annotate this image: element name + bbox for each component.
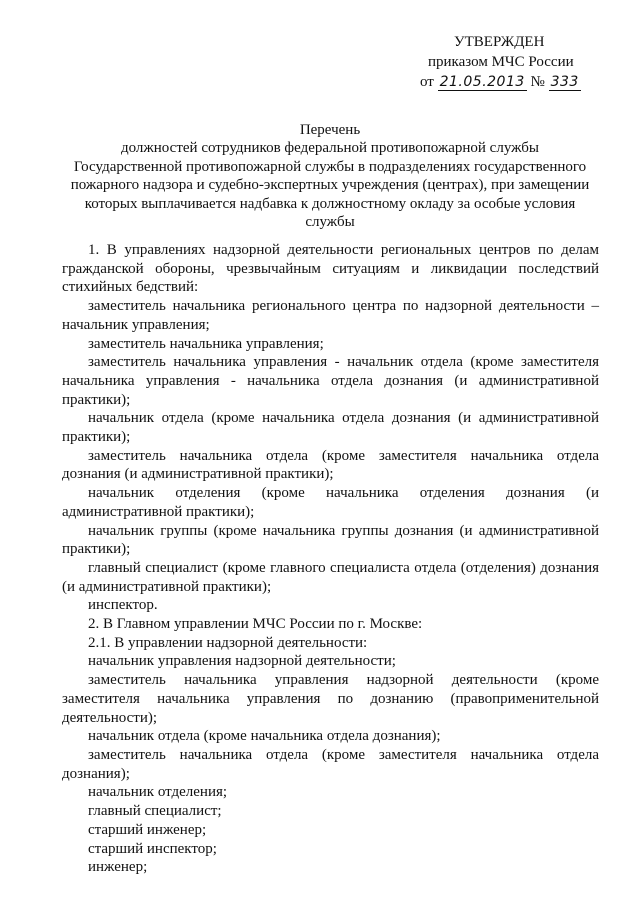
- paragraph: старший инженер;: [88, 821, 207, 838]
- approval-title: УТВЕРЖДЕН: [454, 34, 545, 50]
- paragraph: заместитель начальника управления - начальник отдела (кроме заместителя начальника управления - начальника отдела дознания (и административной практики);: [62, 354, 599, 408]
- paragraph: инспектор.: [88, 597, 158, 614]
- title-line: службы: [305, 214, 355, 231]
- document-title: [60, 121, 600, 231]
- handwritten-number: 333: [550, 74, 579, 90]
- paragraph: заместитель начальника управления надзорной деятельности (кроме заместителя начальника управления по дознанию (правоприменительной деятельности);: [62, 672, 599, 726]
- approval-date-line: [420, 72, 620, 92]
- paragraph: 2.1. В управлении надзорной деятельности:: [88, 634, 368, 651]
- paragraph: начальник отделения;: [88, 784, 228, 801]
- approval-order: приказом МЧС России: [428, 54, 574, 70]
- title-line: которых выплачивается надбавка к должностному окладу за особые условия: [84, 195, 576, 212]
- title-line: Государственной противопожарной службы в подразделениях государственного: [73, 158, 587, 175]
- paragraph: 1. В управлениях надзорной деятельности региональных центров по делам гражданской обороны, чрезвычайным ситуациям и ликвидации последствий стихийных бедствий:: [62, 242, 599, 296]
- paragraph: начальник отдела (кроме начальника отдела дознания);: [88, 728, 441, 745]
- title-line: должностей сотрудников федеральной противопожарной службы: [120, 140, 539, 157]
- paragraph: старший инспектор;: [88, 840, 217, 857]
- paragraph: заместитель начальника отдела (кроме заместителя начальника отдела дознания);: [62, 746, 599, 782]
- paragraph: 2. В Главном управлении МЧС России по г. Москве:: [88, 616, 423, 633]
- paragraph: главный специалист;: [88, 803, 222, 820]
- handwritten-date: 21.05.2013: [439, 74, 525, 90]
- paragraph: начальник управления надзорной деятельности;: [88, 653, 396, 670]
- paragraph: заместитель начальника управления;: [88, 335, 324, 352]
- paragraph: начальник отдела (кроме начальника отдела дознания (и административной практики);: [62, 410, 599, 446]
- paragraph: начальник группы (кроме начальника группы дознания (и административной практики);: [62, 522, 599, 558]
- title-line: пожарного надзора и судебно-экспертных учреждения (центрах), при замещении: [70, 177, 590, 194]
- approval-block: [420, 32, 620, 92]
- document-body: [62, 241, 599, 877]
- paragraph: заместитель начальника отдела (кроме заместителя начальника отдела дознания (и административной практики);: [62, 447, 599, 483]
- paragraph: заместитель начальника регионального центра по надзорной деятельности – начальник управления;: [62, 298, 599, 333]
- number-label: №: [530, 74, 545, 90]
- paragraph: инженер;: [88, 859, 148, 876]
- title-heading: Перечень: [299, 122, 361, 138]
- from-label: от: [420, 74, 434, 90]
- paragraph: начальник отделения (кроме начальника отделения дознания (и административной практики);: [62, 485, 599, 520]
- paragraph: главный специалист (кроме главного специалиста отдела (отделения) дознания (и административной практики);: [62, 559, 599, 595]
